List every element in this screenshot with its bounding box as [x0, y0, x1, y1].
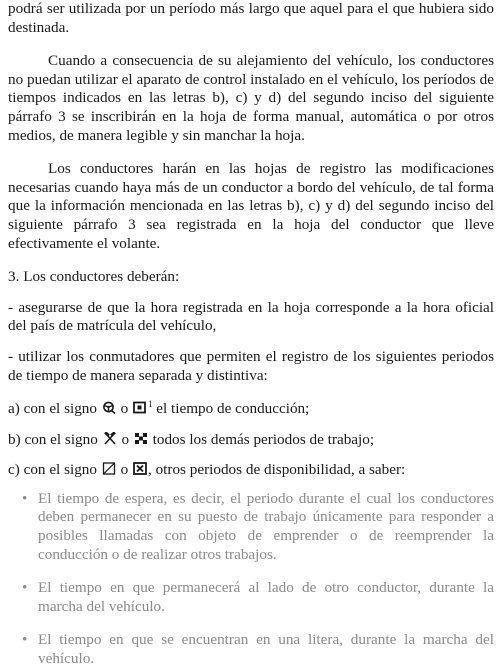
item-b-suffix: todos los demás periodos de trabajo;: [152, 430, 375, 448]
list-item: [8, 631, 494, 668]
square-slash-icon: [102, 462, 116, 475]
obligation-official-time: - asegurarse de que la hora registrada en la hoja corresponde a la hora oficial del país de matrícula del vehículo,: [8, 298, 494, 335]
list-item-text: El tiempo en que permanecerá al lado de otro conductor, durante la marcha del vehículo.: [38, 579, 494, 615]
paragraph-continuation: podrá ser utilizada por un período más largo que aquel para el que hubiera sido destinada.: [8, 0, 494, 36]
steering-wheel-boxed-icon: [133, 401, 147, 414]
bullet-point: •: [22, 489, 28, 507]
item-b-prefix: b) con el signo: [8, 430, 98, 448]
section-3-heading: 3. Los conductores deberán:: [8, 268, 180, 286]
crossed-hammers-icon: [103, 432, 117, 445]
item-a-prefix: a) con el signo: [8, 400, 97, 418]
crossed-hammers-alt-icon: [134, 432, 148, 445]
item-a-or: o: [120, 400, 129, 418]
list-item: [8, 490, 494, 564]
item-c-or: o: [120, 461, 129, 479]
item-a-driving: [8, 400, 494, 419]
list-item-text: El tiempo en que se encuentran en una litera, durante la marcha del vehículo.: [38, 631, 494, 668]
obligation-use-switches: - utilizar los conmutadores que permiten el registro de los siguientes periodos de tiempo de manera separada y distintiva:: [8, 347, 494, 384]
availability-list: [8, 490, 494, 669]
list-item: [8, 579, 494, 616]
item-b-other-work: [8, 431, 494, 450]
list-item-text: El tiempo de espera, es decir, el periodo durante el cual los conductores deben permanecer en su puesto de trabajo únicamente para responder a posibles llamadas con objeto de emprender o de reemprender la conducción o de realizar otros trabajos.: [38, 489, 494, 563]
paragraph-multiple-drivers: Los conductores harán en las hojas de registro las modificaciones necesarias cuando haya más de un conductor a bordo del vehículo, de tal forma que la información mencionada en las letras b), c) y d) del segundo inciso del siguiente párrafo 3 sea registrada en la hoja del conductor que lleve efectivamente el volante.: [8, 160, 494, 252]
item-c-prefix: c) con el signo: [8, 461, 97, 479]
bullet-point: •: [22, 631, 28, 649]
square-cross-icon: [133, 462, 147, 475]
document-page: [8, 0, 494, 669]
steering-wheel-icon: [102, 401, 116, 414]
item-c-suffix: , otros periodos de disponibilidad, a saber:: [147, 461, 406, 479]
item-a-superscript: 1: [147, 399, 153, 410]
item-c-availability: [8, 461, 494, 480]
item-b-or: o: [121, 430, 130, 448]
paragraph-manual-recording: Cuando a consecuencia de su alejamiento del vehículo, los conductores no puedan utilizar el aparato de control instalado en el vehículo, los períodos de tiempos indicados en las letras b), c) y d) del segundo inciso del siguiente párrafo 3 se inscribirán en la hoja de forma manual, automática o por otros medios, de manera legible y sin manchar la hoja.: [8, 52, 494, 144]
bullet-point: •: [22, 579, 28, 597]
item-a-suffix: el tiempo de conducción;: [156, 400, 310, 418]
